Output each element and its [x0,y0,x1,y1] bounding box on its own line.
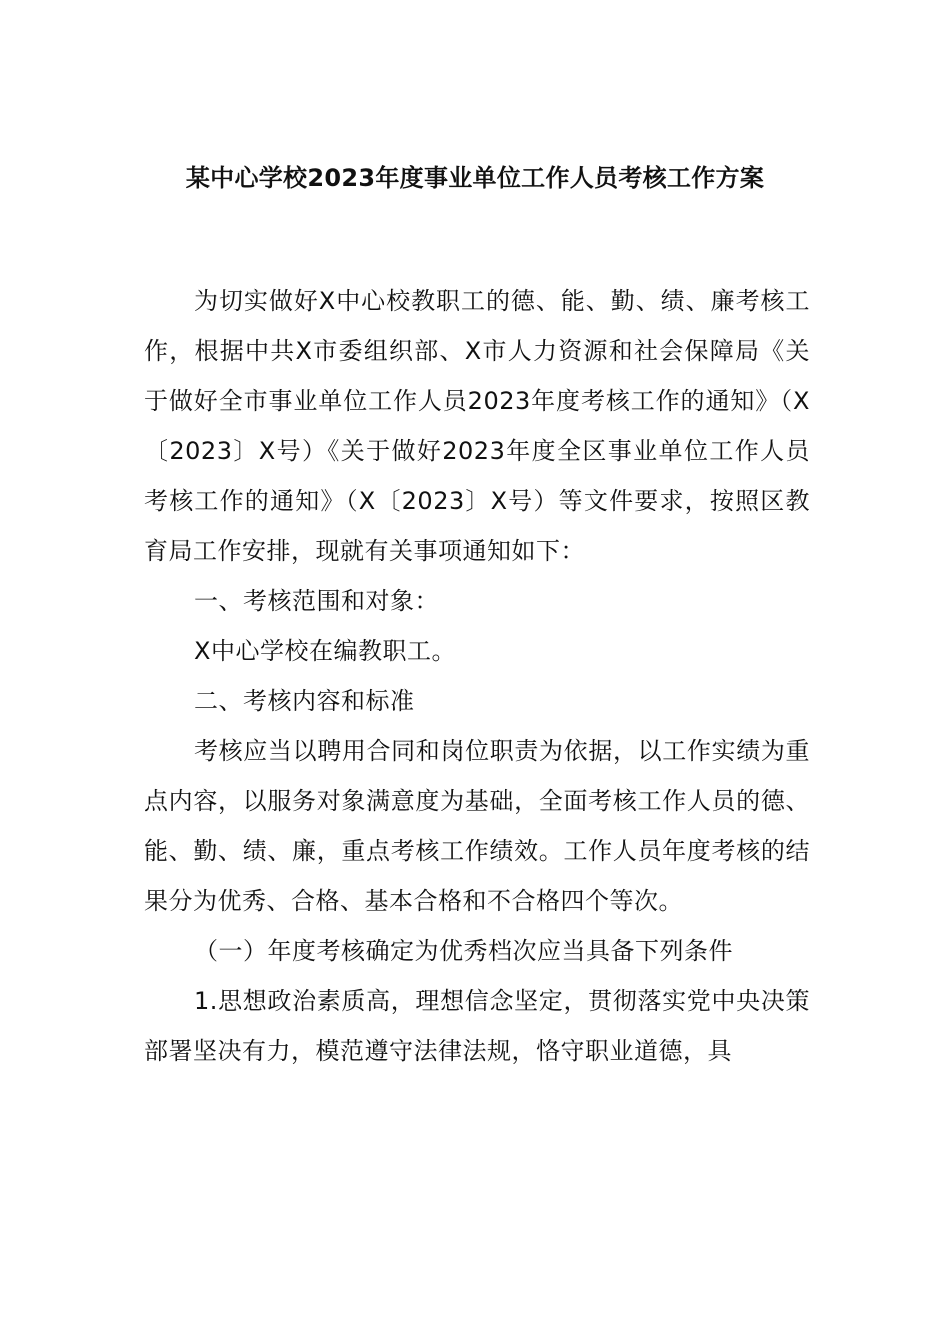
intro-paragraph: 为切实做好X中心校教职工的德、能、勤、绩、廉考核工作，根据中共X市委组织部、X市人力资源和社会保障局《关于做好全市事业单位工作人员2023年度考核工作的通知》（X〔2023〕X号）《关于做好2023年度全区事业单位工作人员考核工作的通知》（X〔2023〕X号）等文件要求，按照区教育局工作安排，现就有关事项通知如下： [144,287,810,565]
content-paragraph: 考核应当以聘用合同和岗位职责为依据，以工作实绩为重点内容，以服务对象满意度为基础，全面考核工作人员的德、能、勤、绩、廉，重点考核工作绩效。工作人员年度考核的结果分为优秀、合格、基本合格和不合格四个等次。 [144,737,810,915]
document-body [144,276,810,1076]
criteria-item-1: 1.思想政治素质高，理想信念坚定，贯彻落实党中央决策部署坚决有力，模范遵守法律法规，恪守职业道德，具 [144,987,810,1065]
section-heading-scope: 一、考核范围和对象： [194,587,439,615]
scope-paragraph: X中心学校在编教职工。 [194,637,456,665]
section-heading-content: 二、考核内容和标准 [194,687,415,715]
document-title: 某中心学校2023年度事业单位工作人员考核工作方案 [185,164,765,192]
subsection-heading-excellent: （一）年度考核确定为优秀档次应当具备下列条件 [194,937,733,965]
